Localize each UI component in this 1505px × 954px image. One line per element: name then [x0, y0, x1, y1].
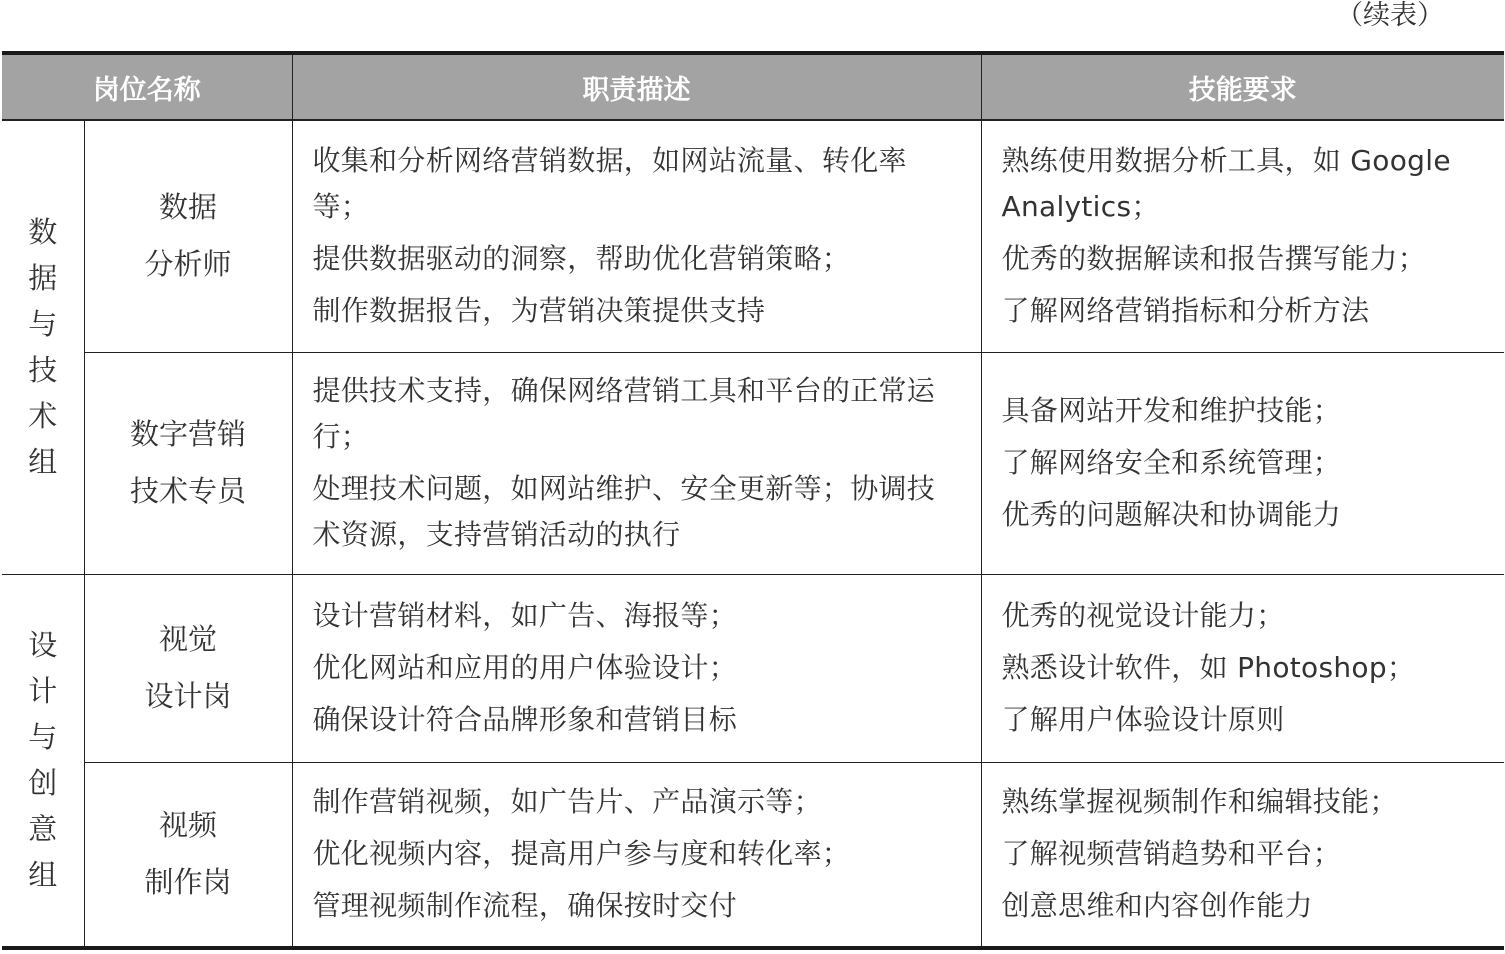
- skills-cell: [981, 120, 1504, 352]
- responsibility-item: 提供技术支持，确保网络营销工具和平台的正常运行；: [312, 374, 936, 453]
- table-row: [2, 574, 1504, 762]
- skill-item: 创意思维和内容创作能力: [1001, 889, 1313, 923]
- skill-item: 熟练使用数据分析工具，如 Google Analytics；: [1001, 144, 1451, 224]
- group-label: 数据与技术组: [28, 215, 58, 480]
- responsibility-item: 优化视频内容，提高用户参与度和转化率；: [312, 837, 851, 871]
- responsibility-item: 设计营销材料，如广告、海报等；: [312, 599, 738, 632]
- responsibility-item: 提供数据驱动的洞察，帮助优化营销策略；: [312, 242, 851, 276]
- skill-item: 优秀的视觉设计能力；: [1001, 599, 1285, 632]
- header-position-name: 岗位名称: [2, 53, 292, 120]
- responsibility-item: 确保设计符合品牌形象和营销目标: [312, 703, 738, 736]
- skills-cell: [981, 574, 1504, 762]
- position-name-line: 视频: [158, 808, 217, 843]
- header-skills: 技能要求: [981, 53, 1504, 120]
- group-label: 设计与创意组: [28, 628, 58, 893]
- position-name-line: 视觉: [158, 622, 217, 656]
- responsibilities-cell: [292, 762, 981, 948]
- responsibilities-cell: [292, 120, 981, 352]
- skill-item: 了解视频营销趋势和平台；: [1001, 837, 1342, 871]
- group-cell-design-creative: [2, 574, 84, 948]
- table-row: [2, 120, 1504, 352]
- responsibility-item: 管理视频制作流程，确保按时交付: [312, 889, 738, 923]
- responsibility-item: 制作营销视频，如广告片、产品演示等；: [312, 785, 822, 819]
- skill-item: 具备网站开发和维护技能；: [1001, 394, 1342, 427]
- responsibility-item: 优化网站和应用的用户体验设计；: [312, 651, 738, 684]
- skill-item: 熟练掌握视频制作和编辑技能；: [1001, 785, 1398, 819]
- table-header-row: [2, 53, 1504, 120]
- responsibilities-cell: [292, 352, 981, 574]
- skill-item: 了解网络安全和系统管理；: [1001, 446, 1342, 479]
- position-name-line: 设计岗: [144, 679, 232, 713]
- skills-cell: [981, 762, 1504, 948]
- group-cell-data-tech: [2, 120, 84, 574]
- table-row: [2, 762, 1504, 948]
- position-name-line: 技术专员: [129, 474, 246, 508]
- job-table-wrapper: [2, 51, 1504, 950]
- skill-item: 优秀的数据解读和报告撰写能力；: [1001, 242, 1427, 276]
- responsibilities-cell: [292, 574, 981, 762]
- position-name-line: 分析师: [144, 247, 232, 282]
- position-cell: [84, 574, 292, 762]
- job-table: [2, 51, 1504, 950]
- position-name-line: 数字营销: [129, 417, 246, 451]
- responsibility-item: 处理技术问题，如网站维护、安全更新等；协调技术资源，支持营销活动的执行: [312, 472, 936, 551]
- skill-item: 优秀的问题解决和协调能力: [1001, 498, 1342, 531]
- skill-item: 熟悉设计软件，如 Photoshop；: [1001, 651, 1416, 684]
- position-cell: [84, 762, 292, 948]
- skills-cell: [981, 352, 1504, 574]
- position-cell: [84, 352, 292, 574]
- responsibility-item: 收集和分析网络营销数据，如网站流量、转化率等；: [312, 144, 907, 224]
- position-name-line: 制作岗: [144, 865, 232, 900]
- position-cell: [84, 120, 292, 352]
- responsibility-item: 制作数据报告，为营销决策提供支持: [312, 294, 766, 328]
- skill-item: 了解网络营销指标和分析方法: [1001, 294, 1370, 328]
- table-row: [2, 352, 1504, 574]
- skill-item: 了解用户体验设计原则: [1001, 703, 1285, 736]
- position-name-line: 数据: [158, 190, 217, 225]
- header-responsibilities: 职责描述: [292, 53, 981, 120]
- table-continued-caption: （续表）: [1336, 0, 1444, 31]
